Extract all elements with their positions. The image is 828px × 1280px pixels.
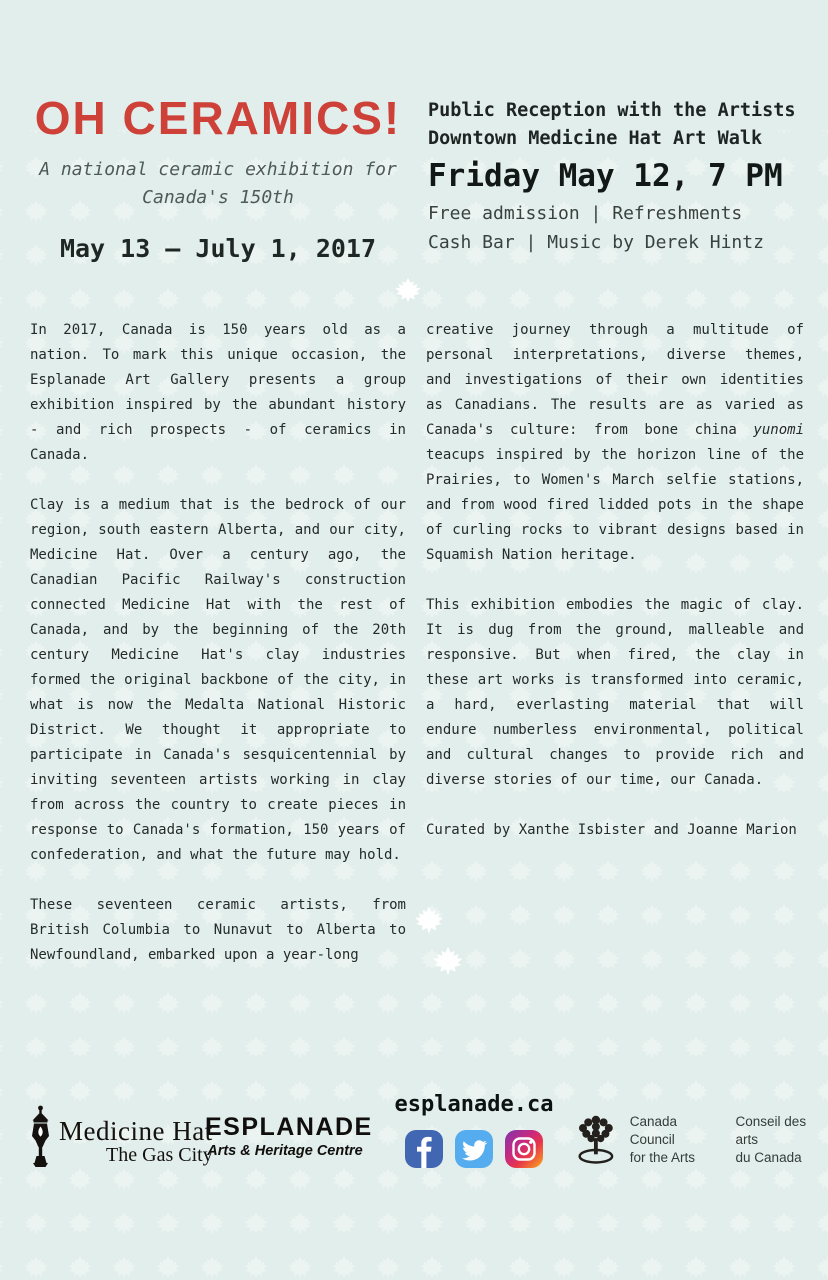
left-column: [30, 318, 406, 993]
paragraph-journey-post: teacups inspired by the horizon line of the Prairies, to Women's March selfie stations, and from wood fired lidded pots in the shape of curling rocks to vibrant designs based in Squamish Nation heritage.: [426, 447, 804, 563]
exhibition-title-block: [28, 92, 408, 263]
canada-council-text-fr: [736, 1113, 828, 1167]
twitter-icon[interactable]: [455, 1130, 493, 1168]
cc-en-line1: Canada Council: [629, 1114, 678, 1147]
esplanade-name: ESPLANADE: [205, 1113, 373, 1141]
cc-fr-line2: du Canada: [735, 1150, 802, 1165]
yunomi-italic: yunomi: [753, 422, 804, 438]
exhibition-title: OH CERAMICS!: [34, 92, 402, 144]
canada-council-logo: [572, 1112, 828, 1168]
cc-fr-line1: Conseil des arts: [735, 1114, 807, 1147]
right-column: [426, 318, 804, 868]
paragraph-intro: In 2017, Canada is 150 years old as a nation. To mark this unique occasion, the Esplanade Art Gallery presents a group exhibition inspired by the abundant history - and rich prospects - of ceramics in Canada.: [30, 322, 406, 463]
facebook-icon[interactable]: [405, 1130, 443, 1168]
paragraph-history: Clay is a medium that is the bedrock of our region, south eastern Alberta, and our city, Medicine Hat. Over a century ago, the Canadian Pacific Railway's construction connected Medicine Hat with the rest of Canada, and by the beginning of the 20th century Medicine Hat's clay industries formed the original backbone of the city, in what is now the Medalta National Historic District. We thought it appropriate to participate in Canada's sesquicentennial by inviting seventeen artists working in clay from across the country to create pieces in response to Canada's formation, 150 years of confederation, and what the future may hold.: [30, 497, 406, 863]
esplanade-logo: [205, 1113, 373, 1160]
website-url[interactable]: esplanade.ca: [394, 1092, 554, 1117]
medicine-hat-text: [59, 1118, 213, 1169]
paragraph-magic-of-clay: This exhibition embodies the magic of clay. It is dug from the ground, malleable and responsive. But when fired, the clay in these art works is transformed into ceramic, a hard, everlasting material that will endure numberless environmental, political and cultural changes to provide rich and diverse stories of our time, our Canada.: [426, 597, 804, 788]
curator-credit: Curated by Xanthe Isbister and Joanne Marion: [426, 822, 797, 838]
reception-detail2: Cash Bar | Music by Derek Hintz: [428, 232, 764, 253]
medicine-hat-tagline: The Gas City: [106, 1144, 213, 1166]
paragraph-journey: [426, 318, 804, 568]
reception-datetime: Friday May 12, 7 PM: [428, 158, 783, 194]
esplanade-tagline: Arts & Heritage Centre: [207, 1143, 363, 1159]
cc-en-line2: for the Arts: [629, 1150, 696, 1165]
reception-line1: Public Reception with the Artists: [428, 100, 796, 121]
website-block: [392, 1092, 556, 1168]
paragraph-artists: These seventeen ceramic artists, from British Columbia to Nunavut to Alberta to Newfoundland, embarked upon a year-long: [30, 897, 406, 963]
reception-detail1: Free admission | Refreshments: [428, 203, 743, 224]
instagram-icon[interactable]: [505, 1130, 543, 1168]
medicine-hat-logo: [28, 1105, 213, 1169]
reception-block: [428, 97, 808, 257]
social-icons-row: [392, 1130, 556, 1168]
paragraph-journey-pre: creative journey through a multitude of personal interpretations, diverse themes, and investigations of their own identities as Canadians. The results are as varied as Canada's culture: from bone china: [426, 322, 804, 438]
exhibition-subtitle: A national ceramic exhibition for Canada's 150th: [39, 159, 397, 208]
gas-lamp-icon: [28, 1105, 53, 1169]
canada-council-text-en: [630, 1113, 722, 1167]
reception-line2: Downtown Medicine Hat Art Walk: [428, 128, 763, 149]
exhibition-dates: May 13 – July 1, 2017: [59, 234, 377, 263]
medicine-hat-name: Medicine Hat: [59, 1116, 213, 1146]
canada-council-tree-icon: [572, 1112, 620, 1168]
